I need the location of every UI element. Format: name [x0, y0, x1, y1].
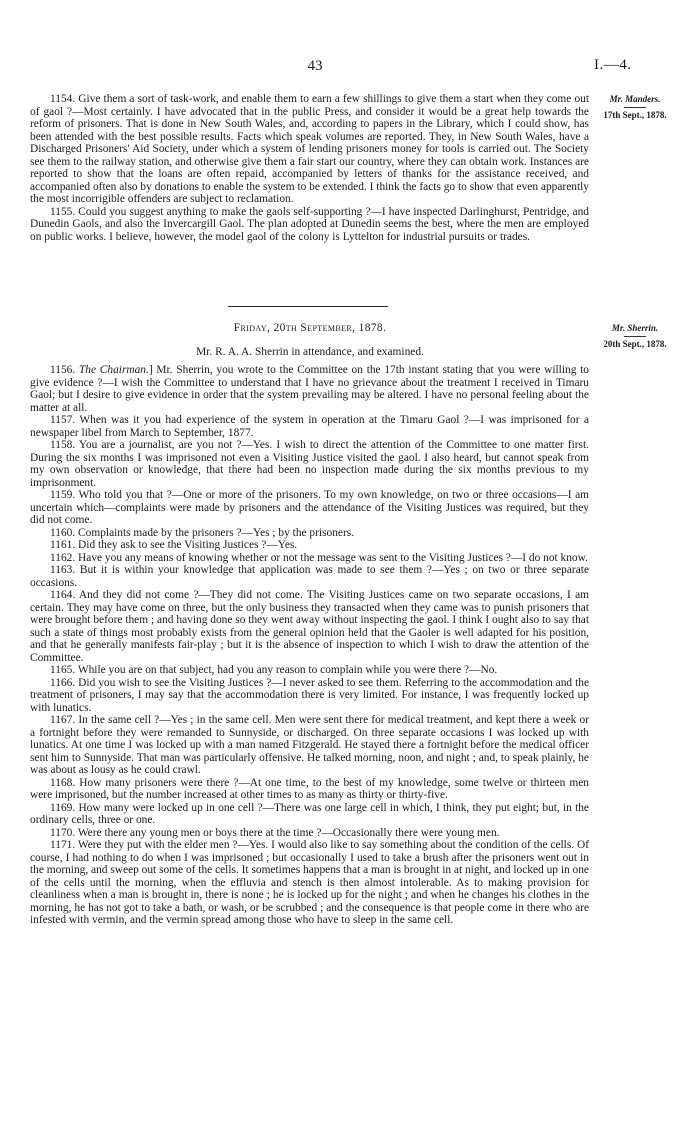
question-paragraph: 1171. Were they put with the elder men ?—Yes. I would also like to say something about the condition of the cells. Of course, I had nothing to do when I was imprisoned ; but occasionally I used to take a brush after the prisoners went out in the morning, and sweep out some of the cells. It sometimes happens that a man is brought in at night, and locked up in one of the cells until the morning, when the effluvia and stench is then almost intolerable. As to making provision for cleanliness when a man is brought in, there is none ; he is locked up for the night ; and when he changes his clothes in the morning, he has not got to take a bath, or wash, or be scrubbed ; and the consequence is that people come in there who are infested with vermin, and the vermin spread among those who have to sleep in the same cell. [30, 839, 589, 926]
margin-note-name: Mr. Sherrin. [611, 323, 659, 333]
question-paragraph: 1157. When was it you had experience of the system in operation at the Timaru Gaol ?—I was imprisoned for a newspaper libel from March to September, 1877. [30, 414, 589, 439]
section-1-text [30, 93, 589, 243]
question-paragraph: 1158. You are a journalist, are you not ?—Yes. I wish to direct the attention of the Committee to one matter first. During the six months I was imprisoned not even a Visiting Justice visited the gaol. I also heard, but cannot speak from my own observation or knowledge, that there had been no inspection made during the six months previous to my imprisonment. [30, 439, 589, 489]
margin-note-sherrin [594, 322, 676, 350]
question-paragraph: 1163. But it is within your knowledge that application was made to see them ?—Yes ; on two or three separate occasions. [30, 564, 589, 589]
question-paragraph: 1164. And they did not come ?—They did not come. The Visiting Justices came on two separate occasions, I am certain. They may have come on three, but the only business they transacted when they came was to punish prisoners that were brought before them ; and having done so they went away without inspecting the gaol. I think I ought also to say that such a state of things most probably exists from the general opinion held that the Gaoler is well adapted for his position, and that he generally manifests fair-play ; but it is the absence of inspection to which I wish to draw the attention of the Committee. [30, 589, 589, 664]
section-2-text [30, 364, 589, 927]
page-number: 43 [307, 58, 323, 74]
margin-note-name: Mr. Manders. [609, 94, 661, 104]
question-paragraph: 1162. Have you any means of knowing whether or not the message was sent to the Visiting Justices ?—I do not know. [50, 551, 588, 564]
margin-note-date: 20th Sept., 1878. [603, 339, 667, 349]
section-divider [228, 306, 388, 307]
margin-note-rule [624, 336, 646, 337]
question-paragraph: 1154. Give them a sort of task-work, and enable them to earn a few shillings to give them a start when they come out of gaol ?—Most certainly. I have advocated that in the public Press, and consider it would be a great help towards the reform of prisoners. That is done in New South Wales, and, according to papers in the Library, which I could show, has been attended with the best possible results. Facts which speak volumes are reported. They, in New South Wales, have a Discharged Prisoners' Aid Society, under which a system of lending prisoners money for tools is carried out. The Society see them to the railway station, and otherwise give them a fair start our country, where they can obtain work. Instances are reported to show that the loans are often repaid, accompanied by letters of thanks for the assistance received, and accompanied often also by donations to enable the system to be extended. I think the facts go to show that even apparently the most incorrigible offenders are subject to reclamation. [30, 93, 589, 205]
session-date: Friday, 20th September, 1878. [233, 322, 387, 334]
speaker-name: The Chairman. [78, 364, 149, 376]
witness-attendance: Mr. R. A. A. Sherrin in attendance, and examined. [196, 346, 424, 358]
margin-note-rule [624, 107, 646, 108]
question-number: 1156. [50, 364, 76, 376]
question-paragraph: 1161. Did they ask to see the Visiting Justices ?—Yes. [50, 539, 298, 551]
question-paragraph: 1165. While you are on that subject, had you any reason to complain while you were there ?—No. [50, 664, 498, 676]
question-paragraph: 1167. In the same cell ?—Yes ; in the same cell. Men were sent there for medical treatment, and kept there a week or a fortnight before they were remanded to Sunnyside, or discharged. On three separate occasions I was locked up with lunatics. At one time I was locked up with a man named Fitzgerald. He stayed there a fortnight before the medical officer sent him to Sunnyside. That man was particularly offensive. He talked morning, noon, and night ; and, to speak plainly, he was about as lousy as he could crawl. [30, 714, 589, 776]
question-paragraph: 1155. Could you suggest anything to make the gaols self-supporting ?—I have inspected Darlinghurst, Pentridge, and Dunedin Gaols, and also the Invercargill Gaol. The plan adopted at Dunedin seems the best, where the men are employed on public works. I believe, however, the model gaol of the colony is Lyttelton for industrial pursuits or trades. [30, 205, 589, 243]
paper-reference: I.—4. [594, 57, 632, 73]
paragraph-body: ] Mr. Sherrin, you wrote to the Committee on the 17th instant stating that you were willing to give evidence ?—I wish the Committee to understand that I have no grievance about the treatment I received in Timaru Gaol; but I desire to give evidence in order that the system prevailing may be altered. I have no personal feeling about the matter at all. [30, 364, 589, 414]
margin-note-date: 17th Sept., 1878. [603, 110, 667, 120]
margin-note-manders [594, 93, 676, 121]
question-paragraph: 1166. Did you wish to see the Visiting Justices ?—I never asked to see them. Referring to the accommodation and the treatment of prisoners, I may say that the accommodation there is very limited. For instance, I was frequently locked up with lunatics. [30, 676, 589, 714]
question-paragraph: 1168. How many prisoners were there ?—At one time, to the best of my knowledge, some twelve or thirteen men were imprisoned, but the number increased at other times to as many as thirty or thirty-five. [30, 776, 589, 801]
question-paragraph: 1160. Complaints made by the prisoners ?—Yes ; by the prisoners. [50, 526, 355, 539]
question-paragraph: 1169. How many were locked up in one cell ?—There was one large cell in which, I think, they put eight; but, in the ordinary cells, three or one. [30, 801, 589, 826]
question-paragraph: 1170. Were there any young men or boys there at the time ?—Occasionally there were young men. [50, 826, 500, 839]
question-paragraph [30, 364, 589, 414]
question-paragraph: 1159. Who told you that ?—One or more of the prisoners. To my own knowledge, on two or three occasions—I am uncertain which—complaints were made by prisoners and the attendance of the Visiting Justices was required, but they did not come. [30, 489, 589, 526]
